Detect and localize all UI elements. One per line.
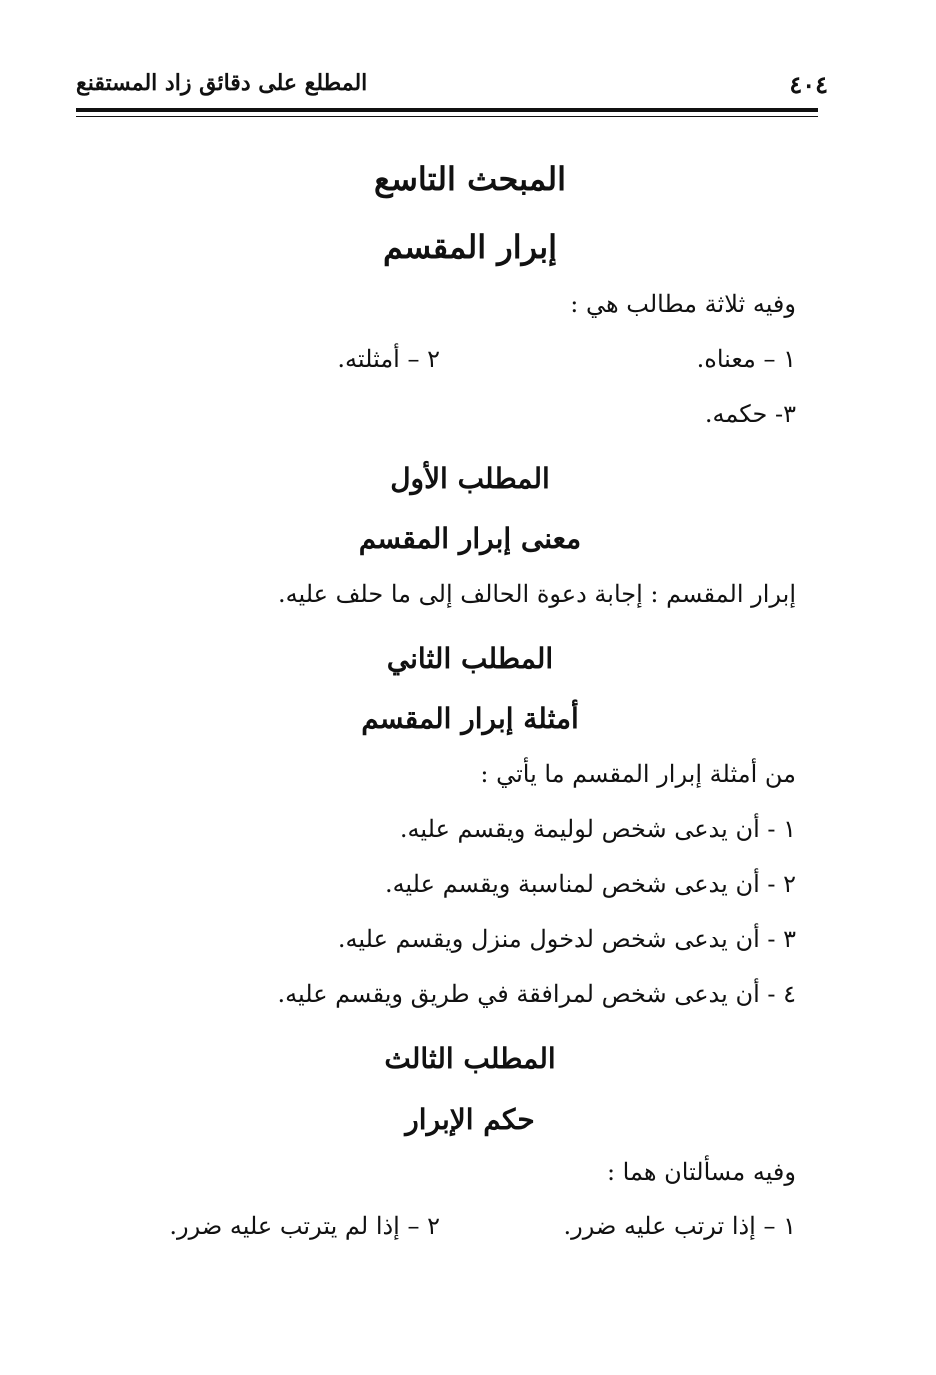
part2-heading: المطلب الثاني — [386, 642, 554, 675]
part2-intro: من أمثلة إبرار المقسم ما يأتي : — [480, 760, 796, 788]
chapter-intro: وفيه ثلاثة مطالب هي : — [570, 290, 796, 318]
chapter-title: إبرار المقسم — [382, 228, 558, 266]
header-rule-thick — [76, 108, 818, 112]
outline-item-2: ٢ – أمثلته. — [337, 345, 440, 373]
example-item-1: ١ - أن يدعى شخص لوليمة ويقسم عليه. — [399, 815, 796, 843]
example-item-3: ٣ - أن يدعى شخص لدخول منزل ويقسم عليه. — [337, 925, 796, 953]
chapter-heading: المبحث التاسع — [374, 160, 566, 198]
part1-title: معنى إبرار المقسم — [358, 522, 582, 555]
example-item-4: ٤ - أن يدعى شخص لمرافقة في طريق ويقسم عليه. — [277, 980, 796, 1008]
issue-item-2: ٢ – إذا لم يترتب عليه ضرر. — [169, 1212, 440, 1240]
part1-heading: المطلب الأول — [390, 462, 550, 495]
issue-item-1: ١ – إذا ترتب عليه ضرر. — [563, 1212, 796, 1240]
part3-heading: المطلب الثالث — [384, 1042, 556, 1075]
running-header-title: المطلع على دقائق زاد المستقنع — [76, 70, 368, 96]
outline-item-3: ٣- حكمه. — [704, 400, 796, 428]
outline-item-1: ١ – معناه. — [696, 345, 796, 373]
part2-title: أمثلة إبرار المقسم — [361, 702, 579, 735]
part3-intro: وفيه مسألتان هما : — [606, 1158, 796, 1186]
part3-title: حكم الإبرار — [405, 1103, 535, 1136]
example-item-2: ٢ - أن يدعى شخص لمناسبة ويقسم عليه. — [384, 870, 796, 898]
page-number: ٤٠٤ — [789, 70, 828, 99]
part1-definition: إبرار المقسم : إجابة دعوة الحالف إلى ما حلف عليه. — [277, 580, 796, 608]
header-rule-thin — [76, 116, 818, 117]
